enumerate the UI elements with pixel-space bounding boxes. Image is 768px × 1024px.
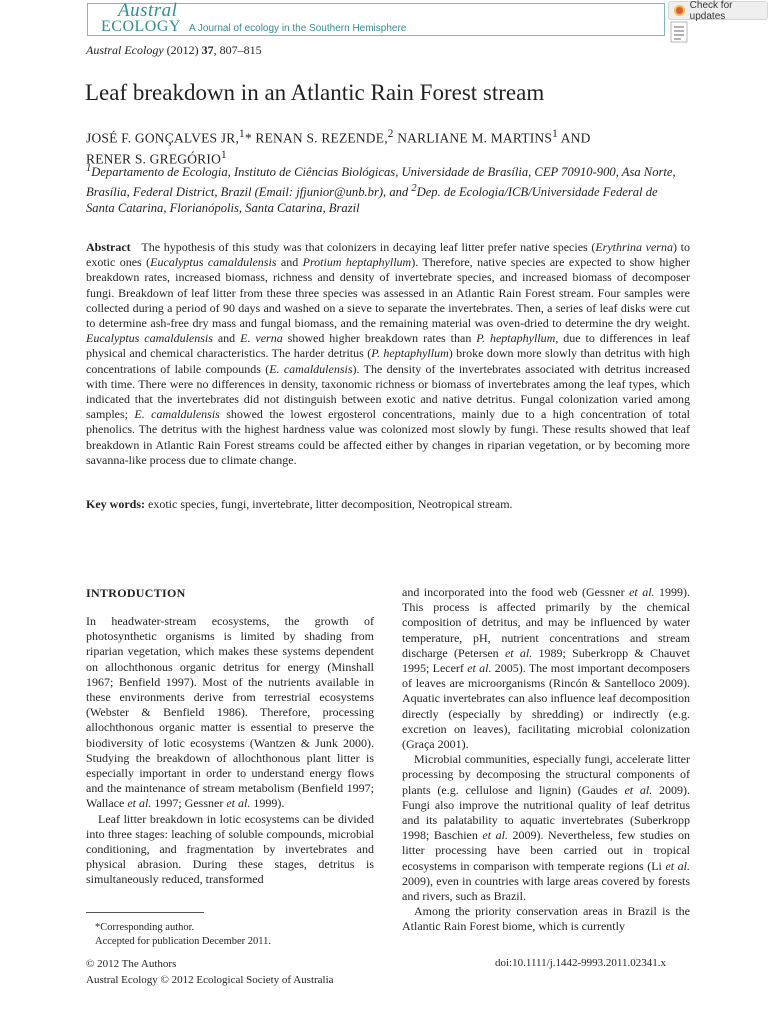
corresponding-author-note: *Corresponding author. — [95, 922, 195, 933]
et-al: et al. — [624, 782, 653, 797]
body-column-right — [402, 585, 690, 935]
citation-line — [86, 43, 262, 58]
abstract-text: ) broke down more slowly than detritus with high concentrations of labile compounds ( — [86, 346, 690, 376]
crossmark-icon — [674, 5, 685, 16]
footnote-divider — [86, 912, 204, 913]
paragraph — [86, 614, 374, 812]
abstract-text: The hypothesis of this study was that colonizers in decaying leaf litter prefer native species ( — [141, 240, 596, 254]
affil-1-text: Departamento de Ecologia, Instituto de Ciências Biológicas, Universidade de Brasília, CEP 70910-900, Asa Norte, Brasília, Federal District, Brazil (Email: jfjunior@unb.br), and — [86, 165, 676, 199]
check-for-updates-button[interactable] — [668, 1, 768, 20]
author-4: RENER S. GREGÓRIO — [86, 151, 222, 166]
corresponding-star: * — [244, 130, 252, 146]
body-column-left — [86, 614, 374, 888]
et-al: et al. — [504, 645, 533, 660]
author-3: NARLIANE M. MARTINS — [393, 130, 553, 146]
keywords-label: Key words: — [86, 497, 145, 511]
paragraph: Leaf litter breakdown in lotic ecosystems can be divided into three stages: leaching of soluble compounds, microbial conditioning, and fragmentation by invertebrates and physical abrasion. During these stages, detritus is simultaneously reduced, transformed — [86, 811, 374, 887]
affil-2-text: Dep. de Ecologia/ICB/Universidade Federal de Santa Catarina, Florianópolis, Santa Catarina, Brazil — [86, 184, 658, 216]
journal-subtitle: A Journal of ecology in the Southern Hemisphere — [189, 23, 407, 34]
citation-volume: 37 — [201, 43, 214, 57]
authors-and: AND — [557, 130, 591, 146]
journal-name: Austral Ecology — [86, 43, 164, 57]
doi-link[interactable]: doi:10.1111/j.1442-9993.2011.02341.x — [495, 957, 667, 969]
species-name: E. camaldulensis — [134, 407, 220, 422]
abstract-text: ) to exotic ones ( — [86, 240, 690, 270]
abstract-text: and — [212, 331, 241, 346]
species-name: Protium heptaphyllum — [302, 255, 412, 270]
check-for-updates-label: Check for updates — [689, 0, 733, 22]
copyright-authors: © 2012 The Authors — [86, 958, 177, 970]
copyright-block — [86, 957, 334, 988]
text-run: 2009). Fungi also improve the nutritional quality of leaf detritus and its palatability to aquatic invertebrates (Suberkropp 1998; Baschien — [402, 782, 690, 843]
author-3-affil: 1 — [552, 128, 558, 140]
et-al: et al. — [665, 858, 690, 873]
author-4-affil: 1 — [221, 148, 227, 161]
affil-1-marker: 1 — [86, 163, 92, 174]
et-al: et al. — [629, 585, 655, 599]
species-name: Eucalyptus camaldulensis — [150, 255, 277, 270]
citation-pages: , 807–815 — [213, 43, 262, 57]
journal-logo-ecology: ECOLOGY — [101, 18, 181, 35]
abstract-text: and — [276, 255, 303, 270]
text-run: In headwater-stream ecosystems, the growth of photosynthetic organisms is limited by shading from riparian vegetation, which makes these systems dependent on allochthonous organic detritus for energy (Minshall 1967; Benfield 1997). Most of the nutrients available in these environments derive from terrestrial ecosystems (Webster & Benfield 1986). Therefore, processing allochthonous organic matter is essential to preserve the biodiversity of lotic ecosystems (Wantzen & Junk 2000). Studying the breakdown of allochthonous plant litter is especially important in order to understand energy flows and the maintenance of stream metabolism (Benfield 1997; Wallace — [86, 614, 374, 811]
species-name: P. heptaphyllum — [476, 331, 556, 346]
affiliations — [86, 161, 686, 217]
crossmark-badge-icon — [670, 21, 688, 43]
author-1: JOSÉ F. GONÇALVES JR, — [86, 130, 240, 146]
abstract — [86, 240, 690, 468]
text-run: 2009). Nevertheless, few studies on litter processing have been carried out in tropical ecosystems in comparison with temperate regions (Li — [402, 828, 690, 873]
abstract-text: ). The density of the invertebrates associated with detritus increased with time. There were no differences in density, taxonomic richness or biomass of invertebrates among the leaf types, which indicated that the invertebrates did not distinguish between exotic and native detritus. Fungal colonization varied among samples; — [86, 361, 690, 422]
abstract-text: , due to differences in leaf physical and chemical characteristics. The harder detritus ( — [86, 331, 691, 361]
copyright-society: Austral Ecology © 2012 Ecological Society of Australia — [86, 973, 334, 986]
text-run: 1997; Gessner — [151, 796, 227, 811]
affil-2-marker: 2 — [411, 182, 417, 194]
crossmark-badge[interactable] — [670, 21, 688, 43]
author-1-affil: 1 — [239, 128, 245, 140]
article-title: Leaf breakdown in an Atlantic Rain Forest stream — [85, 80, 545, 105]
text-run: 2009), even in countries with large areas covered by forests and rivers, such as Brazil. — [402, 873, 690, 904]
et-al: et al. — [467, 661, 492, 676]
abstract-text: ). Therefore, native species are expected to show higher breakdown rates, increased biomass, richness and density of invertebrate species, and increased biomass of decomposer fungi. Breakdown of leaf litter from these three species was assessed in an Atlantic Rain Forest stream. Four samples were collected during a period of 90 days and washed on a sieve to separate the invertebrates. Then, a series of leaf disks were cut to determine ash-free dry mass and fungal biomass, and the remaining material was oven-dried to determine the dry weight. — [86, 255, 691, 331]
text-run: 1999). — [250, 796, 285, 811]
text-run: 1989; Suberkropp & Chauvet 1995; Lecerf — [402, 645, 690, 676]
species-name: Erythrina verna — [595, 240, 673, 254]
footnote — [95, 921, 271, 949]
journal-logo-austral: Austral — [118, 0, 178, 21]
keywords-text: exotic species, fungi, invertebrate, litter decomposition, Neotropical stream. — [148, 497, 513, 511]
species-name: Eucalyptus camaldulensis — [86, 331, 213, 346]
species-name: E. camaldulensis — [269, 361, 353, 376]
abstract-label: Abstract — [86, 240, 131, 254]
accepted-date-note: Accepted for publication December 2011. — [95, 936, 271, 947]
paragraph — [402, 585, 690, 752]
abstract-text: showed higher breakdown rates than — [282, 331, 477, 346]
citation-year: (2012) — [166, 43, 199, 57]
et-al: et al. — [127, 796, 152, 811]
author-2-affil: 2 — [387, 128, 394, 140]
species-name: E. verna — [240, 331, 283, 346]
author-2: RENAN S. REZENDE, — [251, 130, 388, 146]
text-run: Microbial communities, especially fungi, accelerate litter processing by decomposing the structural components of plants (e.g. cellulose and lignin) (Gaudes — [402, 752, 690, 797]
paragraph — [402, 752, 690, 904]
text-run: 2005). The most important decomposers of leaves are microorganisms (Rincón & Santelloco 2009). Aquatic invertebrates can also influence leaf decomposition directly (especially by shredding) or indirectly (e.g. excretion on leaves), facilitating microbial colonization (Graça 2001). — [402, 661, 690, 752]
paragraph: Among the priority conservation areas in Brazil is the Atlantic Rain Forest biome, which is currently — [402, 904, 690, 934]
species-name: P. heptaphyllum — [371, 346, 449, 361]
abstract-text: showed the lowest ergosterol concentrations, mainly due to a high concentration of total phenolics. The detritus with the highest hardness value was colonized most slowly by fungi. These results showed that leaf breakdown in Atlantic Rain Forest streams could be affected either by changes in riparian vegetation, or by becoming more savanna-like process due to climate change. — [86, 407, 690, 467]
text-run: 1999). This process is affected primarily by the chemical composition of detritus, and may be influenced by water temperature, pH, nutrient concentrations and stream discharge (Petersen — [402, 585, 690, 660]
text-run: and incorporated into the food web (Gessner — [402, 585, 630, 599]
keywords — [86, 497, 690, 512]
et-al: et al. — [226, 796, 251, 811]
et-al: et al. — [482, 828, 508, 843]
section-heading-introduction: INTRODUCTION — [86, 586, 186, 600]
